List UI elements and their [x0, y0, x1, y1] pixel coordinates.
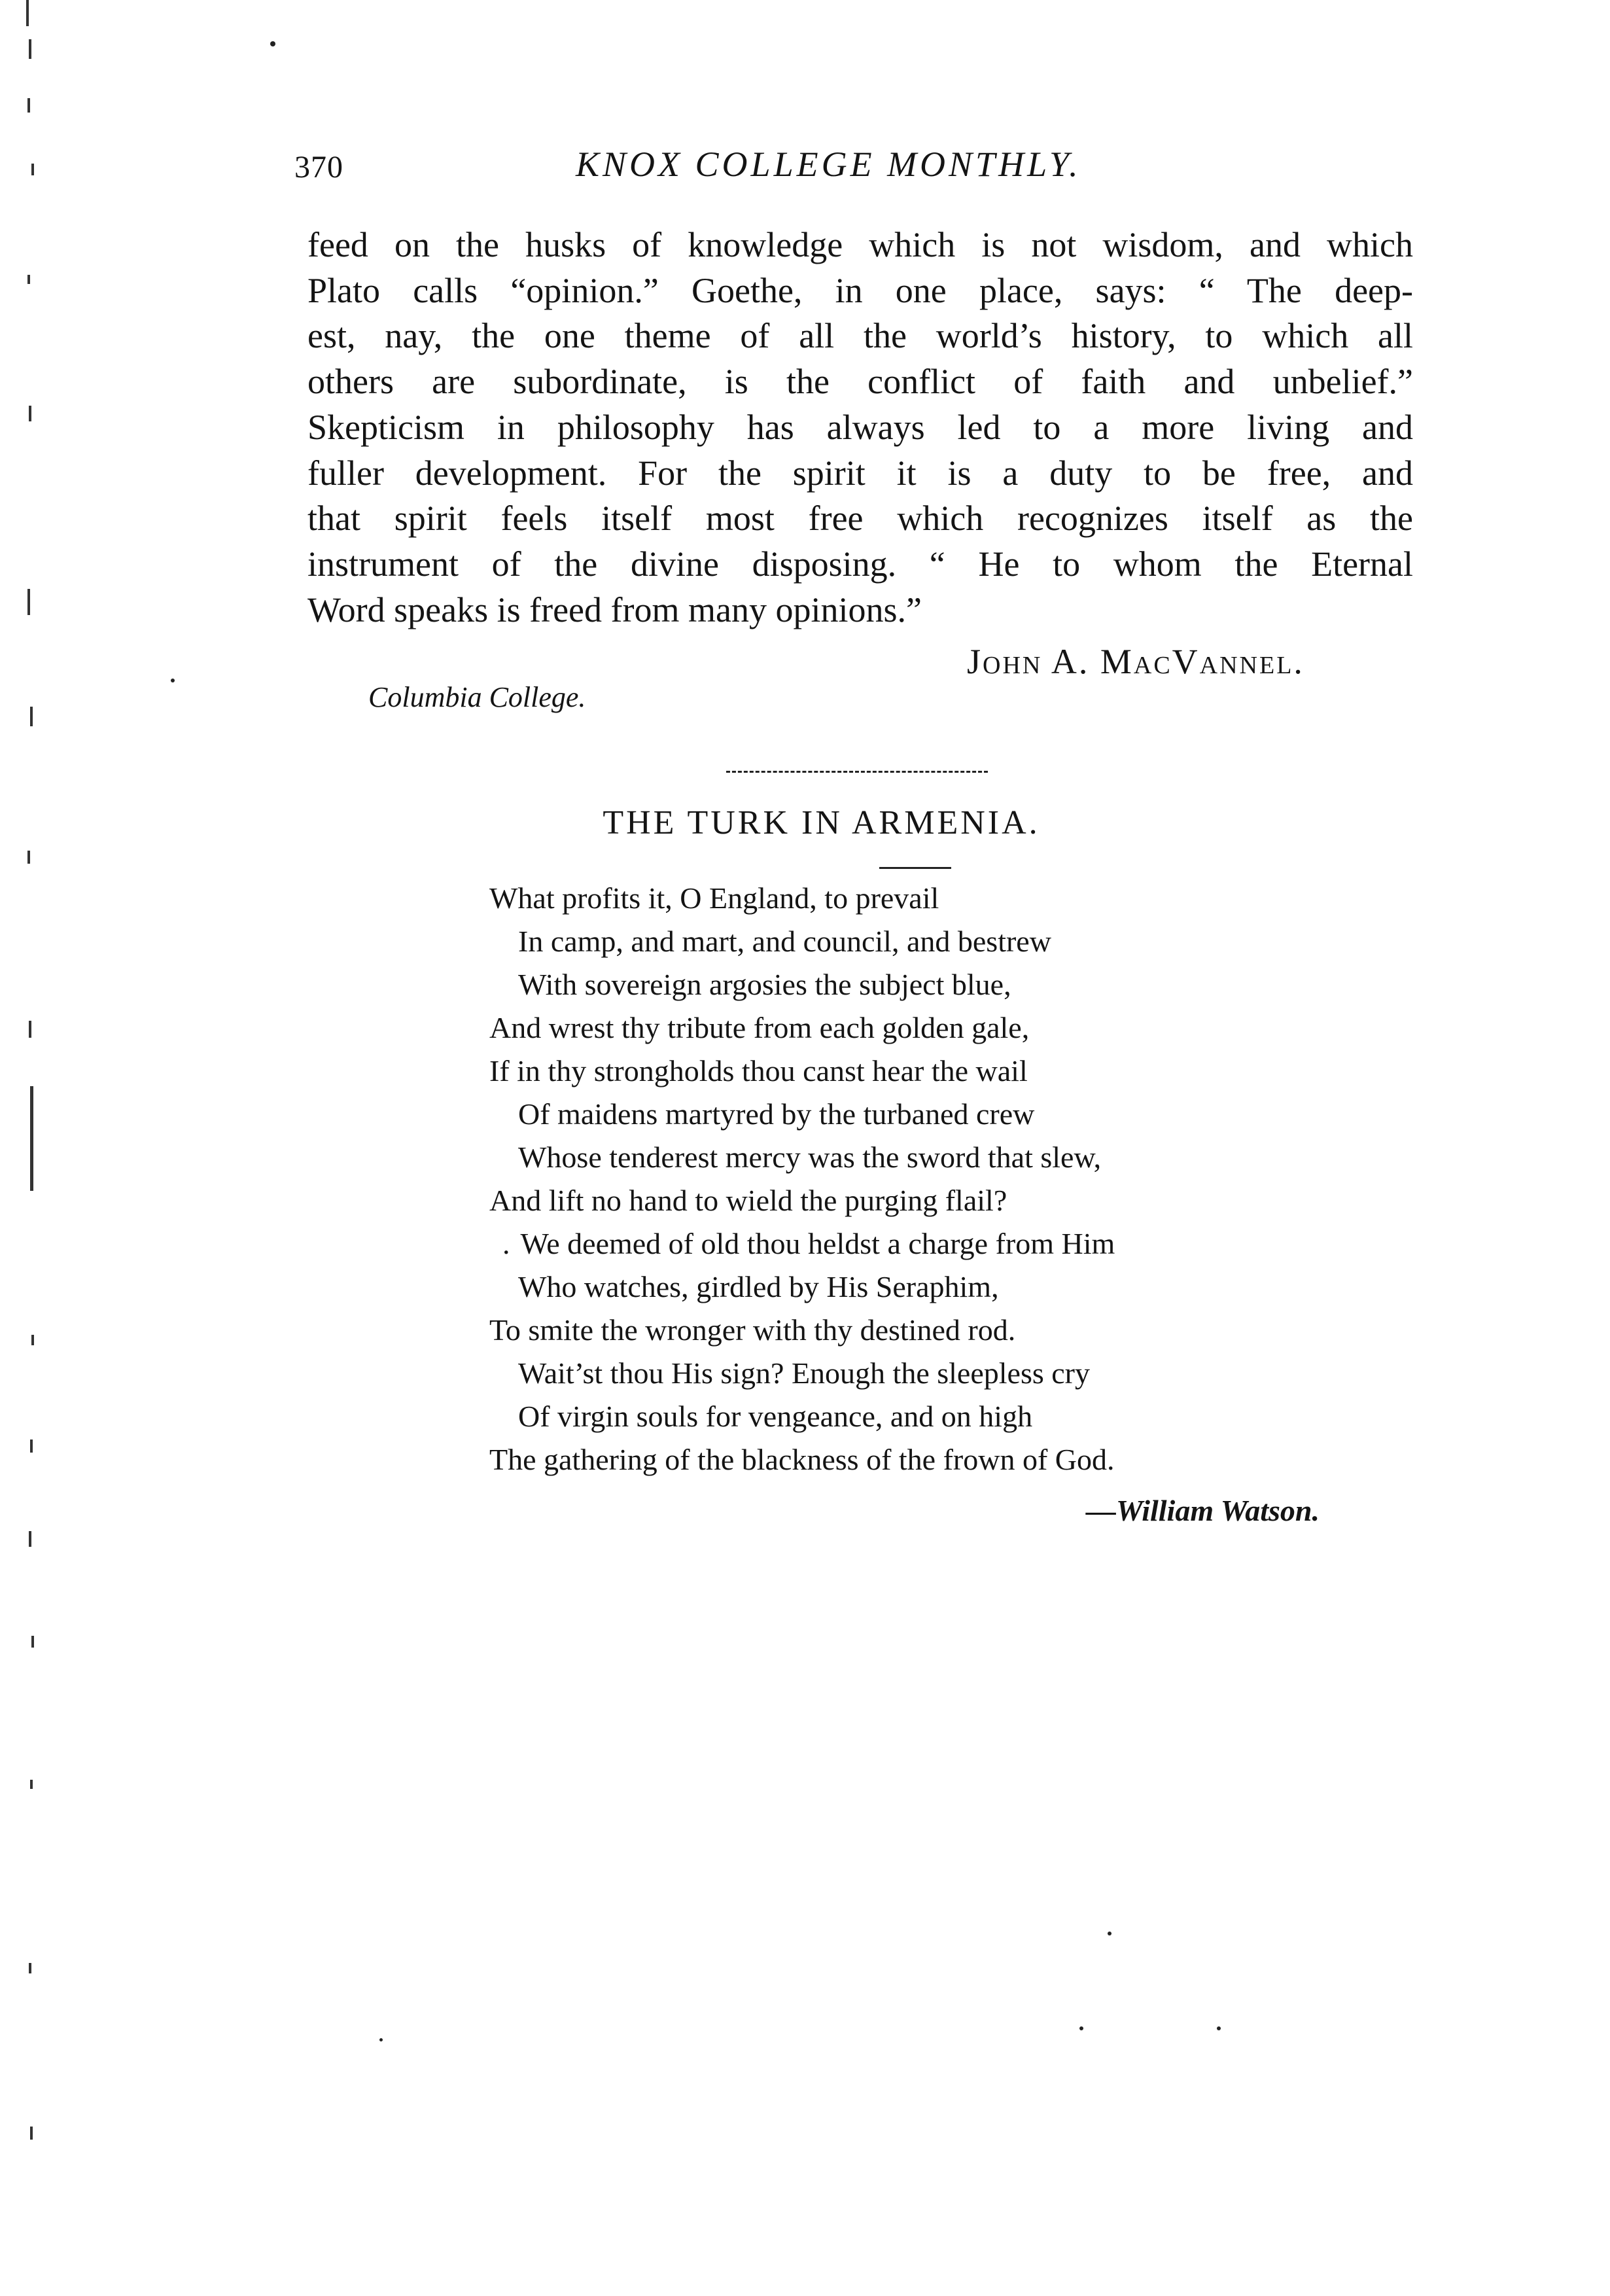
poem-line: With sovereign argosies the subject blue, [518, 968, 1011, 1001]
text-line: feed on the husks of knowledge which is not wisdom, and which [307, 225, 1413, 264]
poem-line-wrapper [489, 1222, 1405, 1265]
poem-line: Who watches, girdled by His Seraphim, [518, 1270, 999, 1303]
poem-body [489, 877, 1405, 1481]
text-line: Skepticism in philosophy has always led to a more living and [307, 407, 1413, 447]
article-body [307, 222, 1413, 633]
poem-line: In camp, and mart, and council, and bestrew [518, 925, 1051, 958]
scan-edge-artifacts [20, 0, 46, 2296]
poem-line: Of virgin souls for vengeance, and on high [518, 1400, 1033, 1433]
poem-title: THE TURK IN ARMENIA. [603, 804, 1040, 841]
poem-line: And lift no hand to wield the purging flail? [489, 1184, 1007, 1217]
poem-attribution: —William Watson. [1086, 1494, 1320, 1527]
poem-line: Wait’st thou His sign? Enough the sleepless cry [518, 1356, 1090, 1390]
text-line: fuller development. For the spirit it is a duty to be free, and [307, 453, 1413, 493]
stray-dot [1217, 2026, 1221, 2030]
poem-line: Whose tenderest mercy was the sword that slew, [518, 1140, 1102, 1174]
poem-line: The gathering of the blackness of the frown of God. [489, 1443, 1115, 1476]
poem-line: We deemed of old thou heldst a charge from Him [520, 1227, 1115, 1260]
text-line: that spirit feels itself most free which recognizes itself as the [307, 499, 1413, 539]
bullet-mark: . [502, 1227, 510, 1260]
text-line: instrument of the divine disposing. “ He to whom the Eternal [307, 544, 1413, 584]
text-line: Plato calls “opinion.” Goethe, in one place, says: “ The deep- [307, 270, 1413, 310]
poem-line: If in thy strongholds thou canst hear the wail [489, 1054, 1028, 1087]
text-line: others are subordinate, is the conflict of faith and unbelief.” [307, 362, 1413, 402]
stray-dot [270, 41, 275, 46]
poem-line: To smite the wronger with thy destined rod. [489, 1313, 1016, 1347]
journal-title: KNOX COLLEGE MONTHLY. [576, 145, 1081, 184]
section-separator [726, 771, 988, 773]
author-affiliation: Columbia College. [368, 681, 586, 713]
author-signature: John A. MacVannel. [967, 642, 1304, 681]
running-head [294, 144, 1407, 190]
title-rule [879, 867, 951, 869]
poem-line: And wrest thy tribute from each golden gale, [489, 1011, 1030, 1044]
stray-dot [1079, 2026, 1083, 2030]
stray-dot [379, 2038, 383, 2041]
text-line: est, nay, the one theme of all the world’s history, to which all [307, 316, 1413, 356]
poem-line: What profits it, O England, to prevail [489, 881, 939, 915]
poem-line: Of maidens martyred by the turbaned crew [518, 1097, 1035, 1131]
page-number: 370 [294, 150, 343, 185]
stray-dot [171, 679, 175, 682]
stray-dot [1108, 1932, 1111, 1935]
text-line: Word speaks is freed from many opinions.” [307, 590, 922, 629]
